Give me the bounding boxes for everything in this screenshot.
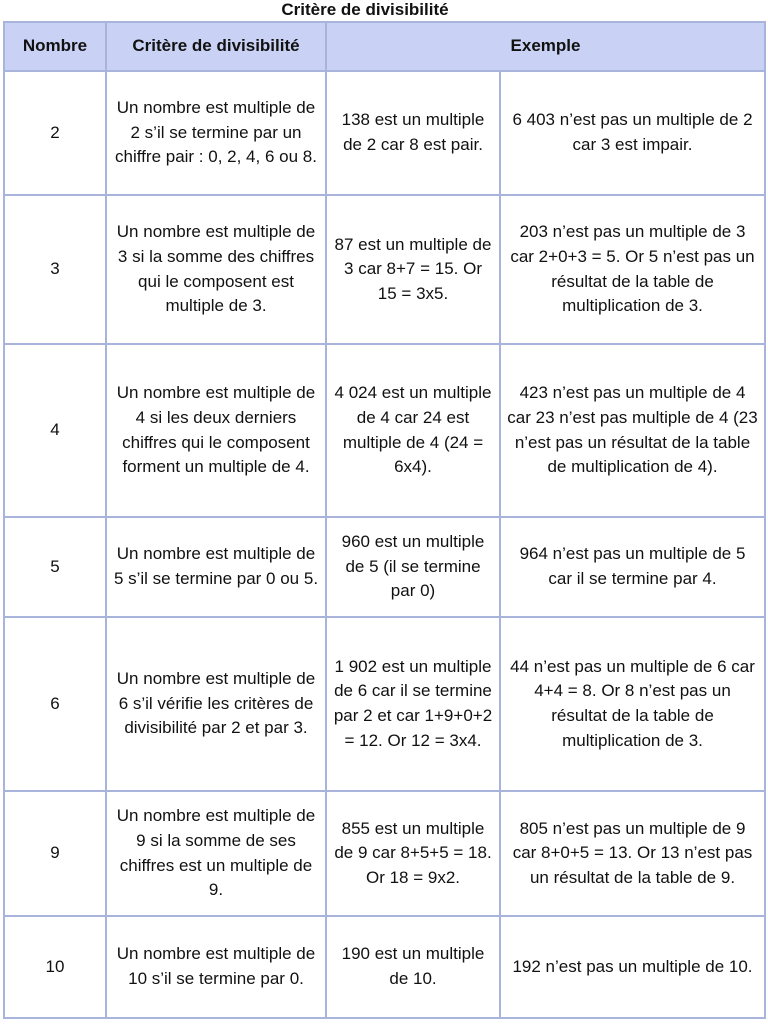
row-example-no: 203 n’est pas un multiple de 3 car 2+0+3 = 5. Or 5 n’est pas un résultat de la table de multiplication de 3.	[500, 195, 765, 344]
row-criterion: Un nombre est multiple de 5 s’il se termine par 0 ou 5.	[106, 517, 326, 617]
table-row	[4, 517, 765, 617]
row-example-no: 423 n’est pas un multiple de 4 car 23 n’est pas multiple de 4 (23 n’est pas un résultat de la table de multiplication de 4).	[500, 344, 765, 517]
row-criterion: Un nombre est multiple de 10 s’il se termine par 0.	[106, 916, 326, 1018]
row-example-yes: 190 est un multiple de 10.	[326, 916, 500, 1018]
row-example-no: 6 403 n’est pas un multiple de 2 car 3 est impair.	[500, 71, 765, 195]
row-example-no: 805 n’est pas un multiple de 9 car 8+0+5 = 13. Or 13 n’est pas un résultat de la table de 9.	[500, 791, 765, 916]
row-criterion: Un nombre est multiple de 2 s’il se termine par un chiffre pair : 0, 2, 4, 6 ou 8.	[106, 71, 326, 195]
header-critere: Critère de divisibilité	[106, 22, 326, 71]
row-number: 2	[4, 71, 106, 195]
divisibility-table	[3, 21, 766, 1019]
header-nombre: Nombre	[4, 22, 106, 71]
row-example-no: 192 n’est pas un multiple de 10.	[500, 916, 765, 1018]
row-example-yes: 855 est un multiple de 9 car 8+5+5 = 18. Or 18 = 9x2.	[326, 791, 500, 916]
row-number: 9	[4, 791, 106, 916]
row-example-yes: 87 est un multiple de 3 car 8+7 = 15. Or 15 = 3x5.	[326, 195, 500, 344]
row-criterion: Un nombre est multiple de 4 si les deux derniers chiffres qui le composent forment un multiple de 4.	[106, 344, 326, 517]
row-example-yes: 138 est un multiple de 2 car 8 est pair.	[326, 71, 500, 195]
table-row	[4, 71, 765, 195]
row-number: 10	[4, 916, 106, 1018]
table-row	[4, 617, 765, 791]
table-row	[4, 916, 765, 1018]
row-example-yes: 1 902 est un multiple de 6 car il se termine par 2 et car 1+9+0+2 = 12. Or 12 = 3x4.	[326, 617, 500, 791]
row-example-no: 964 n’est pas un multiple de 5 car il se termine par 4.	[500, 517, 765, 617]
row-criterion: Un nombre est multiple de 3 si la somme des chiffres qui le composent est multiple de 3.	[106, 195, 326, 344]
header-exemple: Exemple	[326, 22, 765, 71]
row-number: 4	[4, 344, 106, 517]
row-number: 5	[4, 517, 106, 617]
header-row	[4, 22, 765, 71]
row-criterion: Un nombre est multiple de 9 si la somme de ses chiffres est un multiple de 9.	[106, 791, 326, 916]
row-example-yes: 960 est un multiple de 5 (il se termine par 0)	[326, 517, 500, 617]
row-criterion: Un nombre est multiple de 6 s’il vérifie les critères de divisibilité par 2 et par 3.	[106, 617, 326, 791]
table-row	[4, 791, 765, 916]
row-example-yes: 4 024 est un multiple de 4 car 24 est multiple de 4 (24 = 6x4).	[326, 344, 500, 517]
table-row	[4, 344, 765, 517]
table-row	[4, 195, 765, 344]
table-title: Critère de divisibilité	[281, 0, 449, 19]
row-number: 3	[4, 195, 106, 344]
row-number: 6	[4, 617, 106, 791]
row-example-no: 44 n’est pas un multiple de 6 car 4+4 = 8. Or 8 n’est pas un résultat de la table de multiplication de 3.	[500, 617, 765, 791]
